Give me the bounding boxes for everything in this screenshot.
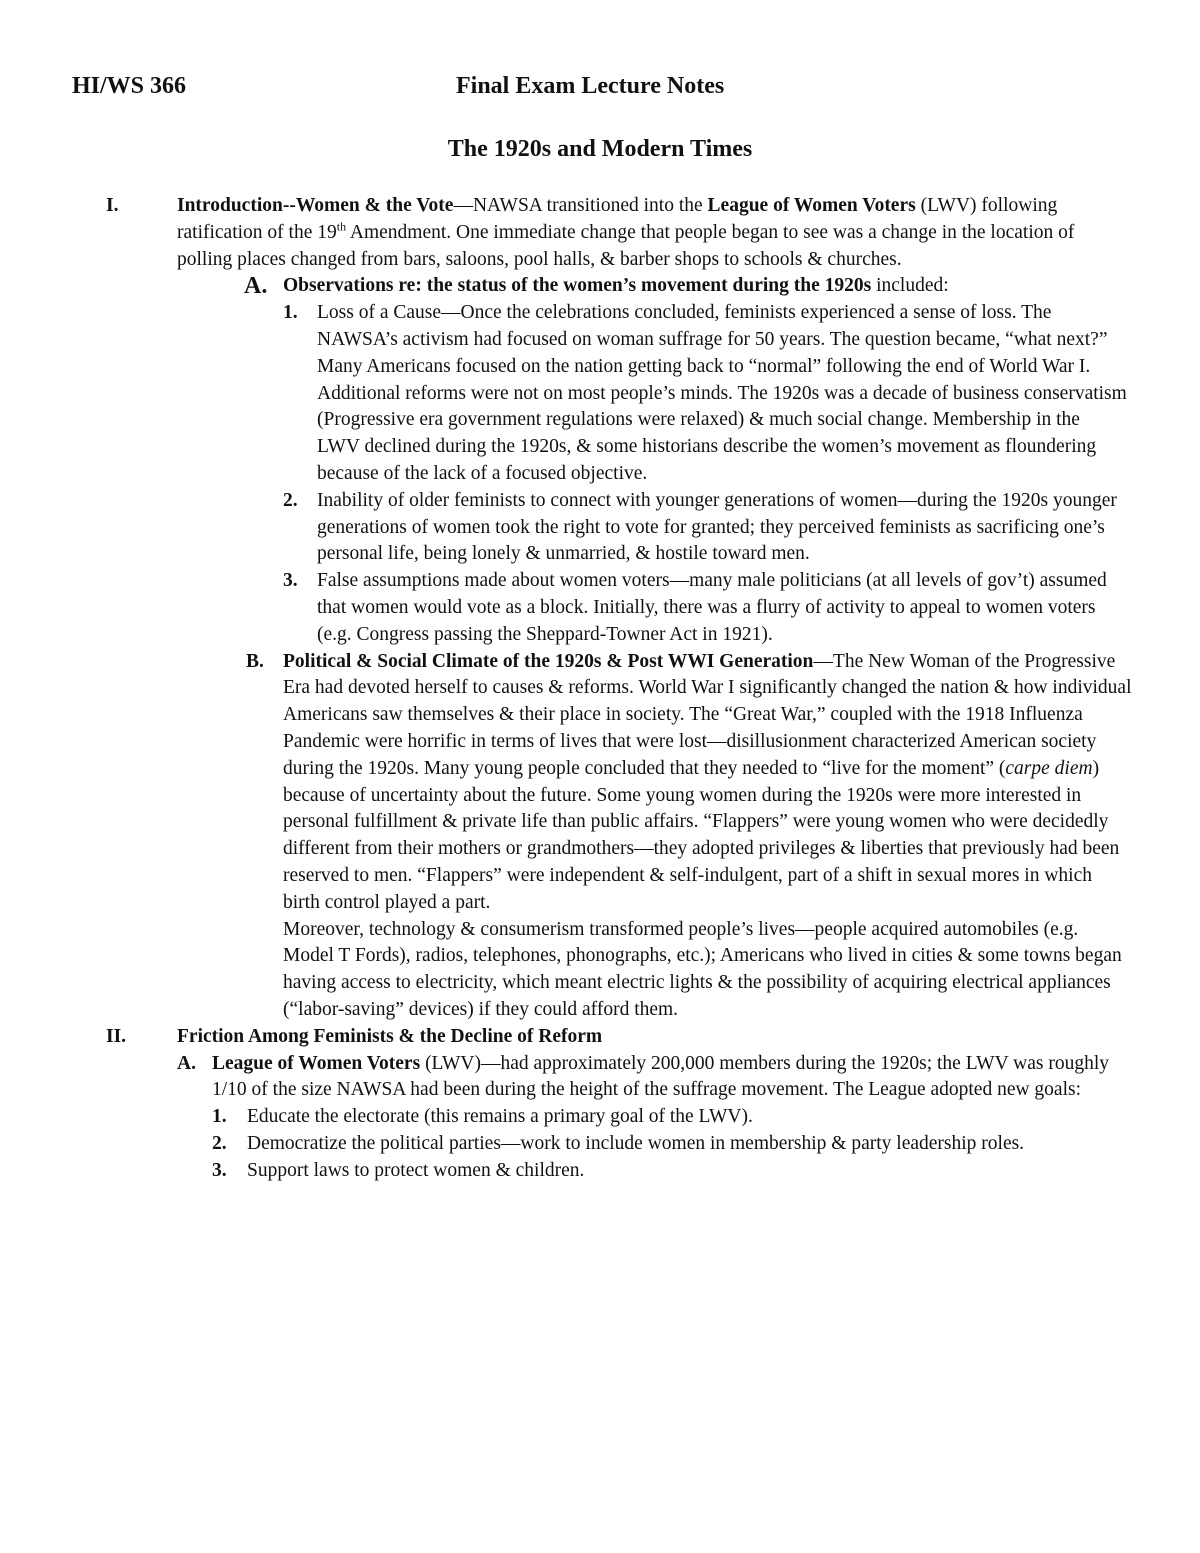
- section-numeral: II.: [106, 1025, 127, 1047]
- list-text: Loss of a Cause—Once the celebrations concluded, feminists experienced a sense of loss. The NAWSA’s activism had focused on woman suffrage for 50 years. The question became, “what next?” Many Americans focused on the nation getting back to “normal” following the end of World War I. Additional reforms were not on most people’s minds. The 1920s was a decade of business conservatism (Progressive era government regulations were relaxed) & much social change. Membership in the LWV declined during the 1920s, & some historians describe the women’s movement as floundering because of the lack of a focused objective.: [317, 302, 1127, 484]
- organization-name: League of Women Voters: [707, 195, 916, 216]
- list-number: 3.: [212, 1159, 227, 1181]
- document-subtitle: The 1920s and Modern Times: [447, 136, 753, 162]
- section-2: [0, 1024, 1132, 1051]
- ordinal-suffix: th: [336, 219, 347, 234]
- list-text: Democratize the political parties—work to include women in membership & party leadership roles.: [247, 1132, 1025, 1154]
- document-title: Final Exam Lecture Notes: [456, 73, 725, 99]
- subsection-heading: Political & Social Climate of the 1920s & Post WWI Generation: [283, 650, 814, 672]
- subsection-letter: B.: [246, 650, 264, 672]
- subsection-letter: A.: [244, 273, 268, 300]
- subsection-2a: [0, 1051, 1132, 1105]
- list-item: [0, 488, 1127, 568]
- list-item: [0, 1104, 1127, 1131]
- subsection-text: (LWV)—had approximately 200,000 members during the 1920s; the LWV was roughly 1/10 of the size NAWSA had been during the height of the suffrage movement. The League adopted new goals:: [212, 1052, 1110, 1101]
- subsection-text: ) because of uncertainty about the future. Some young women during the 1920s were more interested in personal fulfillment & private life than public affairs. “Flappers” were young women who were decidedly different from their mothers or grandmothers—they adopted privileges & liberties that previously had been reserved to men. “Flappers” were independent & self-indulgent, part of a shift in sexual mores in which birth control played a part.: [283, 757, 1120, 913]
- list-item: [0, 568, 1127, 648]
- list-number: 2.: [283, 489, 298, 511]
- list-item: [0, 300, 1127, 488]
- section-heading: Friction Among Feminists & the Decline of Reform: [177, 1025, 603, 1047]
- list-number: 1.: [212, 1106, 227, 1128]
- list-number: 3.: [283, 570, 298, 592]
- section-heading: Introduction--Women & the Vote: [177, 195, 454, 216]
- subsection-1b: [0, 649, 1133, 1024]
- list-text: Inability of older feminists to connect with younger generations of women—during the 1920s younger generations of women took the right to vote for granted; they perceived feminists as sacrificing one’s personal life, being lonely & unmarried, & hostile toward men.: [317, 489, 1117, 565]
- list-number: 1.: [283, 302, 298, 324]
- latin-phrase: carpe diem: [1005, 757, 1093, 779]
- section-1: [0, 193, 1132, 273]
- outline-content: [0, 193, 1200, 1184]
- subsection-text: —The New Woman of the Progressive Era had devoted herself to causes & reforms. World War I significantly changed the nation & how individual Americans saw themselves & their place in society. The “Great War,” coupled with the 1918 Influenza Pandemic were horrific in terms of lives that were lost—disillusionment characterized American society during the 1920s. Many young people concluded that they needed to “live for the moment” (: [283, 650, 1132, 779]
- subsection-text: included:: [871, 275, 949, 297]
- subsection-1a: [0, 273, 1133, 300]
- course-code: HI/WS 366: [72, 73, 187, 99]
- subsection-paragraph: Moreover, technology & consumerism transformed people’s lives—people acquired automobiles (e.g. Model T Fords), radios, telephones, phonographs, etc.); Americans who lived in cities & some towns began having access to electricity, which meant electric lights & the possibility of acquiring electrical appliances (“labor-saving” devices) if they could afford them.: [283, 918, 1122, 1020]
- section-text: Amendment. One immediate change that people began to see was a change in the location of polling places changed from bars, saloons, pool halls, & barber shops to schools & churches.: [177, 221, 1075, 270]
- list-number: 2.: [212, 1132, 227, 1154]
- section-numeral: I.: [106, 195, 119, 216]
- list-item: [0, 1158, 1127, 1185]
- subsection-letter: A.: [177, 1052, 196, 1074]
- section-text: (LWV) following ratification of the 19: [177, 195, 1058, 243]
- section-text: —NAWSA transitioned into the: [453, 195, 708, 216]
- subsection-heading: League of Women Voters: [212, 1052, 421, 1074]
- list-item: [0, 1131, 1127, 1158]
- list-text: Educate the electorate (this remains a primary goal of the LWV).: [247, 1106, 753, 1128]
- subsection-heading: Observations re: the status of the women’s movement during the 1920s: [283, 275, 872, 297]
- list-text: Support laws to protect women & children.: [247, 1159, 585, 1181]
- list-text: False assumptions made about women voters—many male politicians (at all levels of gov’t) assumed that women would vote as a block. Initially, there was a flurry of activity to appeal to women voters (e.g. Congress passing the Sheppard-Towner Act in 1921).: [317, 570, 1107, 645]
